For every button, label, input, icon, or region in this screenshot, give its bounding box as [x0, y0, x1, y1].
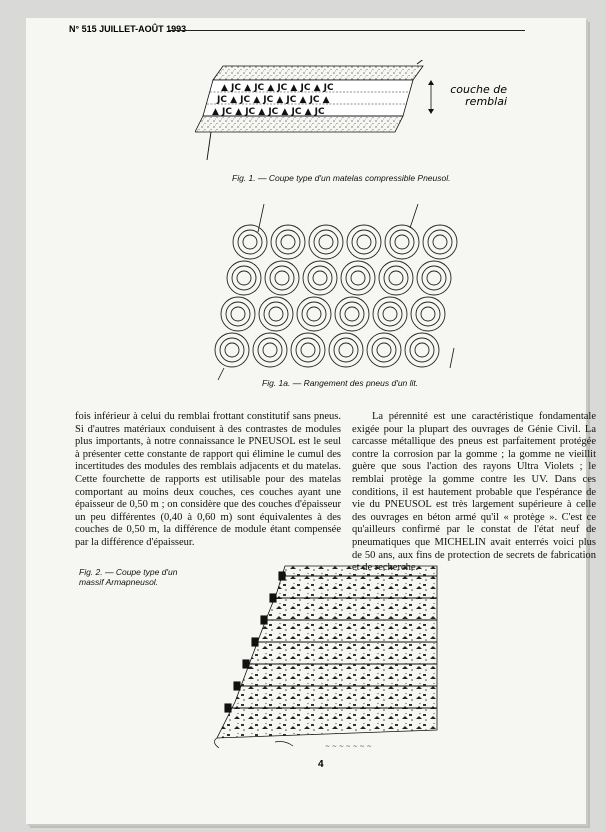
tyre-ring — [421, 307, 435, 321]
tyre-ring — [308, 266, 332, 290]
tyre-ring — [339, 343, 353, 357]
left-column-text: fois inférieur à celui du remblai frottant constitutif sans pneus. Si d'autres matériaux conduisent à des contrastes de modules plus importants, à notre connaissance le PNEUSOL est le seul à présenter cette constante de rapport qui élimine le cumul des incertitudes des modules des remblais adjacents et du matelas. Cette fourchette de rapports est utilisable pour des matelas comportant au moins deux couches, ces couches ayant une épaisseur de 0,50 m ; on considère que des couches d'épaisseur un peu différentes (0,40 à 0,60 m) sont équivalentes à des couches de 0,50 m, la différence de module étant compensée par la différence d'épaisseur. — [75, 411, 341, 548]
tyre-ring — [269, 307, 283, 321]
facing-tyre — [243, 660, 249, 668]
tyre-ring — [231, 307, 245, 321]
svg-text:▲ JC ▲ JC ▲ JC ▲ JC ▲ JC: ▲ JC ▲ JC ▲ JC ▲ JC ▲ JC — [212, 107, 325, 117]
fig1-mattress-section — [195, 60, 525, 172]
svg-text:~ ~ ~ ~ ~ ~ ~: ~ ~ ~ ~ ~ ~ ~ — [325, 743, 372, 750]
fig1-annotation: couche de remblai — [450, 83, 507, 108]
issue-label: N° 515 JUILLET-AOÛT 1993 — [69, 24, 187, 34]
tyre-ring — [270, 266, 294, 290]
tyre-ring — [416, 302, 440, 326]
facing-tyre — [270, 594, 276, 602]
tyre-grid — [215, 225, 457, 367]
tyre-ring — [313, 271, 327, 285]
tyre-ring — [422, 266, 446, 290]
tyre-ring — [238, 230, 262, 254]
tyre-ring — [383, 307, 397, 321]
tyre-ring — [351, 271, 365, 285]
tyre-ring — [307, 307, 321, 321]
tyre-ring — [428, 230, 452, 254]
tyre-ring — [296, 338, 320, 362]
fig2-caption: Fig. 2. — Coupe type d'un massif Armapneusol. — [79, 567, 178, 587]
page-number: 4 — [318, 759, 324, 770]
right-column-text: La pérennité est une caractéristique fondamentale exigée pour la plupart des ouvrages de Génie Civil. La carcasse métallique des pneus est parfaitement protégée contre la corrosion par la gomme ; la gomme ne vieillit guère que sous l'action des rayons Ultra Violets ; le remblai protège la gomme contre les UV. Dans ces conditions, il est hautement probable que l'espérance de vie du PNEUSOL est très largement supérieure à celle des ouvrages en béton armé qu'il « protège ». C'est ce qu'ailleurs confirmé par le constat de l'état neuf de pneumatiques que MICHELIN avait enterrés voici plus de 50 ans, aux fins de protection de secrets de fabrication — [352, 411, 596, 561]
tyre-row-1 — [221, 83, 334, 93]
tyre-ring — [314, 230, 338, 254]
fig1-caption: Fig. 1. — Coupe type d'un matelas compressible Pneusol. — [232, 173, 451, 183]
facing-tyre — [261, 616, 267, 624]
tyre-ring — [226, 302, 250, 326]
tyre-ring — [263, 343, 277, 357]
tyre-ring — [220, 338, 244, 362]
fig2-armapneusol-section — [205, 562, 445, 752]
tyre-ring — [258, 338, 282, 362]
tyre-ring — [345, 307, 359, 321]
tyre-ring — [415, 343, 429, 357]
tyre-ring — [352, 230, 376, 254]
tyre-ring — [264, 302, 288, 326]
tyre-ring — [281, 235, 295, 249]
facing-tyre — [279, 572, 285, 580]
tyre-ring — [410, 338, 434, 362]
facing-tyre — [252, 638, 258, 646]
issue-header — [69, 24, 525, 38]
tyre-ring — [357, 235, 371, 249]
tyre-ring — [390, 230, 414, 254]
fig1a-tyre-arrangement — [214, 198, 464, 382]
tyre-ring — [433, 235, 447, 249]
tyre-ring — [427, 271, 441, 285]
tyre-ring — [237, 271, 251, 285]
facing-tyre — [234, 682, 240, 690]
tyre-ring — [232, 266, 256, 290]
svg-text:JC ▲ JC ▲ JC ▲ JC ▲ JC ▲: JC ▲ JC ▲ JC ▲ JC ▲ JC ▲ — [217, 95, 330, 105]
tyre-ring — [243, 235, 257, 249]
tyre-ring — [389, 271, 403, 285]
tyre-ring — [302, 302, 326, 326]
tyre-ring — [225, 343, 239, 357]
tyre-ring — [377, 343, 391, 357]
tyre-ring — [275, 271, 289, 285]
tyre-ring — [395, 235, 409, 249]
tyre-ring — [319, 235, 333, 249]
tyre-row-3 — [212, 107, 325, 117]
tyre-ring — [340, 302, 364, 326]
facing-tyre — [225, 704, 231, 712]
tyre-ring — [334, 338, 358, 362]
tyre-ring — [372, 338, 396, 362]
tyre-ring — [346, 266, 370, 290]
tyre-ring — [378, 302, 402, 326]
svg-text:▲ JC ▲ JC ▲ JC ▲ JC ▲ JC: ▲ JC ▲ JC ▲ JC ▲ JC ▲ JC — [221, 83, 334, 93]
tyre-ring — [276, 230, 300, 254]
tyre-ring — [301, 343, 315, 357]
tyre-ring — [384, 266, 408, 290]
header-rule — [169, 30, 525, 31]
fig1a-caption: Fig. 1a. — Rangement des pneus d'un lit. — [262, 378, 419, 388]
tyre-row-2 — [216, 95, 330, 105]
